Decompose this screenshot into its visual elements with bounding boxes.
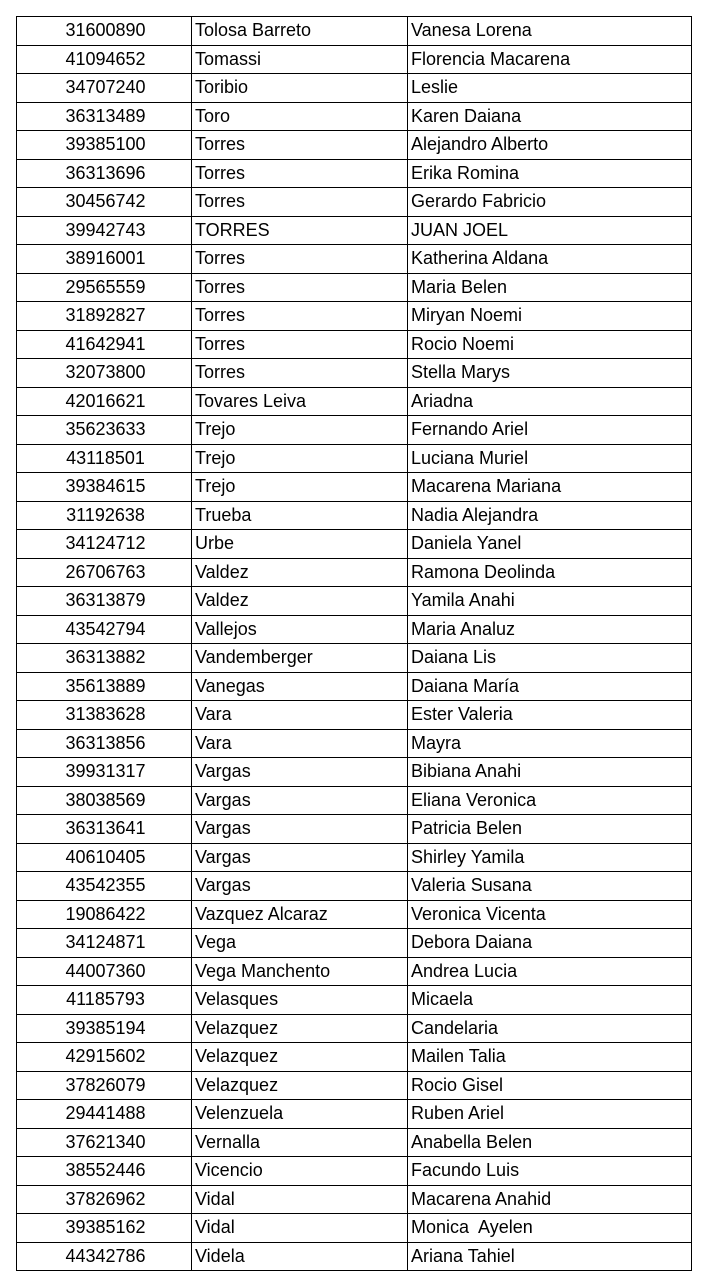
table-row — [17, 1128, 692, 1157]
id-number-cell: 36313696 — [17, 159, 192, 188]
table-row — [17, 957, 692, 986]
table-row — [17, 786, 692, 815]
id-number-cell: 32073800 — [17, 359, 192, 388]
id-number-cell: 43542355 — [17, 872, 192, 901]
given-names-cell: Anabella Belen — [408, 1128, 692, 1157]
given-names-cell: Luciana Muriel — [408, 444, 692, 473]
table-row — [17, 615, 692, 644]
id-number-cell: 31192638 — [17, 501, 192, 530]
given-names-cell: Mayra — [408, 729, 692, 758]
given-names-cell: Leslie — [408, 74, 692, 103]
surname-cell: Vargas — [192, 786, 408, 815]
given-names-cell: Debora Daiana — [408, 929, 692, 958]
id-number-cell: 34707240 — [17, 74, 192, 103]
surname-cell: Vara — [192, 701, 408, 730]
id-number-cell: 36313641 — [17, 815, 192, 844]
table-row — [17, 302, 692, 331]
surname-cell: Vara — [192, 729, 408, 758]
table-row — [17, 900, 692, 929]
surname-cell: Vargas — [192, 843, 408, 872]
roster-table — [16, 16, 692, 1271]
surname-cell: Vidal — [192, 1214, 408, 1243]
surname-cell: Torres — [192, 273, 408, 302]
table-row — [17, 330, 692, 359]
surname-cell: Trueba — [192, 501, 408, 530]
id-number-cell: 38916001 — [17, 245, 192, 274]
surname-cell: Valdez — [192, 558, 408, 587]
surname-cell: Vandemberger — [192, 644, 408, 673]
surname-cell: Tomassi — [192, 45, 408, 74]
id-number-cell: 35623633 — [17, 416, 192, 445]
surname-cell: Velenzuela — [192, 1100, 408, 1129]
id-number-cell: 43542794 — [17, 615, 192, 644]
id-number-cell: 31600890 — [17, 17, 192, 46]
id-number-cell: 36313856 — [17, 729, 192, 758]
table-row — [17, 102, 692, 131]
given-names-cell: Miryan Noemi — [408, 302, 692, 331]
id-number-cell: 37826079 — [17, 1071, 192, 1100]
surname-cell: Trejo — [192, 473, 408, 502]
surname-cell: Urbe — [192, 530, 408, 559]
surname-cell: Velazquez — [192, 1014, 408, 1043]
id-number-cell: 26706763 — [17, 558, 192, 587]
table-row — [17, 644, 692, 673]
given-names-cell: Gerardo Fabricio — [408, 188, 692, 217]
table-row — [17, 986, 692, 1015]
table-row — [17, 1014, 692, 1043]
id-number-cell: 37621340 — [17, 1128, 192, 1157]
id-number-cell: 39931317 — [17, 758, 192, 787]
id-number-cell: 39385162 — [17, 1214, 192, 1243]
id-number-cell: 40610405 — [17, 843, 192, 872]
id-number-cell: 37826962 — [17, 1185, 192, 1214]
table-row — [17, 1185, 692, 1214]
table-row — [17, 1242, 692, 1271]
given-names-cell: Andrea Lucia — [408, 957, 692, 986]
id-number-cell: 31892827 — [17, 302, 192, 331]
table-row — [17, 701, 692, 730]
id-number-cell: 29565559 — [17, 273, 192, 302]
table-row — [17, 843, 692, 872]
given-names-cell: Monica Ayelen — [408, 1214, 692, 1243]
table-row — [17, 359, 692, 388]
given-names-cell: Yamila Anahi — [408, 587, 692, 616]
given-names-cell: Patricia Belen — [408, 815, 692, 844]
table-row — [17, 729, 692, 758]
table-row — [17, 872, 692, 901]
id-number-cell: 34124871 — [17, 929, 192, 958]
surname-cell: Videla — [192, 1242, 408, 1271]
id-number-cell: 31383628 — [17, 701, 192, 730]
id-number-cell: 34124712 — [17, 530, 192, 559]
surname-cell: Tolosa Barreto — [192, 17, 408, 46]
surname-cell: Tovares Leiva — [192, 387, 408, 416]
surname-cell: Valdez — [192, 587, 408, 616]
table-row — [17, 501, 692, 530]
id-number-cell: 44007360 — [17, 957, 192, 986]
surname-cell: Torres — [192, 245, 408, 274]
surname-cell: Vargas — [192, 815, 408, 844]
id-number-cell: 19086422 — [17, 900, 192, 929]
id-number-cell: 41642941 — [17, 330, 192, 359]
id-number-cell: 36313882 — [17, 644, 192, 673]
surname-cell: Trejo — [192, 416, 408, 445]
given-names-cell: JUAN JOEL — [408, 216, 692, 245]
surname-cell: Vallejos — [192, 615, 408, 644]
surname-cell: Vargas — [192, 872, 408, 901]
id-number-cell: 29441488 — [17, 1100, 192, 1129]
given-names-cell: Eliana Veronica — [408, 786, 692, 815]
table-row — [17, 245, 692, 274]
surname-cell: Vargas — [192, 758, 408, 787]
given-names-cell: Rocio Gisel — [408, 1071, 692, 1100]
given-names-cell: Bibiana Anahi — [408, 758, 692, 787]
given-names-cell: Mailen Talia — [408, 1043, 692, 1072]
table-row — [17, 1043, 692, 1072]
table-row — [17, 1100, 692, 1129]
surname-cell: Torres — [192, 131, 408, 160]
table-row — [17, 216, 692, 245]
id-number-cell: 39942743 — [17, 216, 192, 245]
given-names-cell: Shirley Yamila — [408, 843, 692, 872]
surname-cell: Vega Manchento — [192, 957, 408, 986]
id-number-cell: 43118501 — [17, 444, 192, 473]
given-names-cell: Micaela — [408, 986, 692, 1015]
surname-cell: Velazquez — [192, 1071, 408, 1100]
given-names-cell: Florencia Macarena — [408, 45, 692, 74]
id-number-cell: 30456742 — [17, 188, 192, 217]
given-names-cell: Facundo Luis — [408, 1157, 692, 1186]
given-names-cell: Veronica Vicenta — [408, 900, 692, 929]
surname-cell: Vazquez Alcaraz — [192, 900, 408, 929]
given-names-cell: Valeria Susana — [408, 872, 692, 901]
id-number-cell: 36313489 — [17, 102, 192, 131]
table-row — [17, 815, 692, 844]
table-row — [17, 17, 692, 46]
given-names-cell: Ruben Ariel — [408, 1100, 692, 1129]
table-row — [17, 929, 692, 958]
surname-cell: Velazquez — [192, 1043, 408, 1072]
given-names-cell: Daiana Lis — [408, 644, 692, 673]
id-number-cell: 42915602 — [17, 1043, 192, 1072]
surname-cell: Vernalla — [192, 1128, 408, 1157]
table-row — [17, 74, 692, 103]
surname-cell: Vega — [192, 929, 408, 958]
given-names-cell: Candelaria — [408, 1014, 692, 1043]
table-row — [17, 188, 692, 217]
table-row — [17, 530, 692, 559]
surname-cell: Toro — [192, 102, 408, 131]
given-names-cell: Macarena Anahid — [408, 1185, 692, 1214]
given-names-cell: Daiana María — [408, 672, 692, 701]
surname-cell: Trejo — [192, 444, 408, 473]
table-row — [17, 159, 692, 188]
given-names-cell: Macarena Mariana — [408, 473, 692, 502]
surname-cell: Vidal — [192, 1185, 408, 1214]
surname-cell: Vicencio — [192, 1157, 408, 1186]
given-names-cell: Daniela Yanel — [408, 530, 692, 559]
id-number-cell: 39385194 — [17, 1014, 192, 1043]
id-number-cell: 39384615 — [17, 473, 192, 502]
table-row — [17, 1071, 692, 1100]
surname-cell: Velasques — [192, 986, 408, 1015]
id-number-cell: 38038569 — [17, 786, 192, 815]
table-row — [17, 273, 692, 302]
table-row — [17, 444, 692, 473]
given-names-cell: Erika Romina — [408, 159, 692, 188]
given-names-cell: Fernando Ariel — [408, 416, 692, 445]
given-names-cell: Ester Valeria — [408, 701, 692, 730]
given-names-cell: Vanesa Lorena — [408, 17, 692, 46]
id-number-cell: 38552446 — [17, 1157, 192, 1186]
given-names-cell: Ariana Tahiel — [408, 1242, 692, 1271]
table-row — [17, 473, 692, 502]
surname-cell: Torres — [192, 359, 408, 388]
given-names-cell: Ariadna — [408, 387, 692, 416]
given-names-cell: Nadia Alejandra — [408, 501, 692, 530]
table-row — [17, 1157, 692, 1186]
given-names-cell: Rocio Noemi — [408, 330, 692, 359]
id-number-cell: 44342786 — [17, 1242, 192, 1271]
table-row — [17, 416, 692, 445]
table-row — [17, 45, 692, 74]
table-row — [17, 558, 692, 587]
surname-cell: Vanegas — [192, 672, 408, 701]
id-number-cell: 41094652 — [17, 45, 192, 74]
table-row — [17, 758, 692, 787]
surname-cell: Toribio — [192, 74, 408, 103]
given-names-cell: Karen Daiana — [408, 102, 692, 131]
given-names-cell: Katherina Aldana — [408, 245, 692, 274]
id-number-cell: 39385100 — [17, 131, 192, 160]
surname-cell: Torres — [192, 302, 408, 331]
id-number-cell: 36313879 — [17, 587, 192, 616]
id-number-cell: 41185793 — [17, 986, 192, 1015]
id-number-cell: 35613889 — [17, 672, 192, 701]
table-row — [17, 131, 692, 160]
given-names-cell: Maria Belen — [408, 273, 692, 302]
given-names-cell: Stella Marys — [408, 359, 692, 388]
roster-table-body — [17, 17, 692, 1271]
id-number-cell: 42016621 — [17, 387, 192, 416]
table-row — [17, 1214, 692, 1243]
table-row — [17, 672, 692, 701]
surname-cell: Torres — [192, 159, 408, 188]
surname-cell: Torres — [192, 330, 408, 359]
surname-cell: TORRES — [192, 216, 408, 245]
surname-cell: Torres — [192, 188, 408, 217]
table-row — [17, 587, 692, 616]
given-names-cell: Alejandro Alberto — [408, 131, 692, 160]
given-names-cell: Maria Analuz — [408, 615, 692, 644]
given-names-cell: Ramona Deolinda — [408, 558, 692, 587]
table-row — [17, 387, 692, 416]
